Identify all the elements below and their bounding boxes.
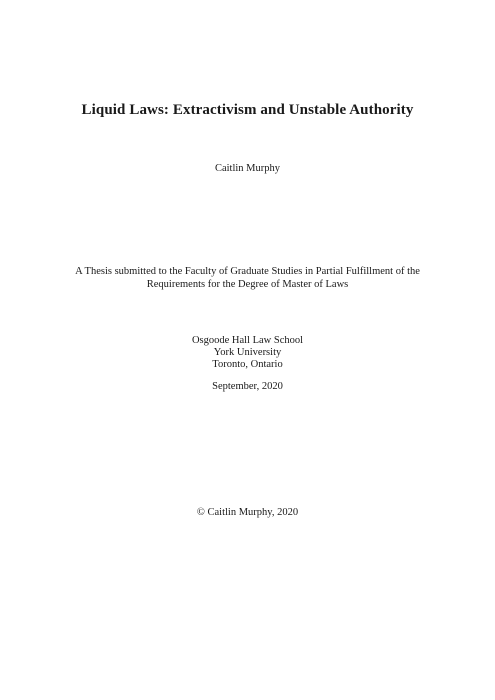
thesis-statement-line-1: A Thesis submitted to the Faculty of Graduate Studies in Partial Fulfillment of the	[75, 266, 420, 277]
institution-university: York University	[213, 347, 282, 358]
thesis-title: Liquid Laws: Extractivism and Unstable Authority	[81, 102, 414, 118]
institution-school: Osgoode Hall Law School	[191, 335, 304, 346]
submission-date: September, 2020	[212, 381, 283, 392]
thesis-statement-line-2: Requirements for the Degree of Master of Laws	[146, 279, 349, 290]
copyright-notice: © Caitlin Murphy, 2020	[196, 507, 299, 518]
author-name: Caitlin Murphy	[214, 163, 281, 174]
institution-location: Toronto, Ontario	[212, 359, 283, 370]
